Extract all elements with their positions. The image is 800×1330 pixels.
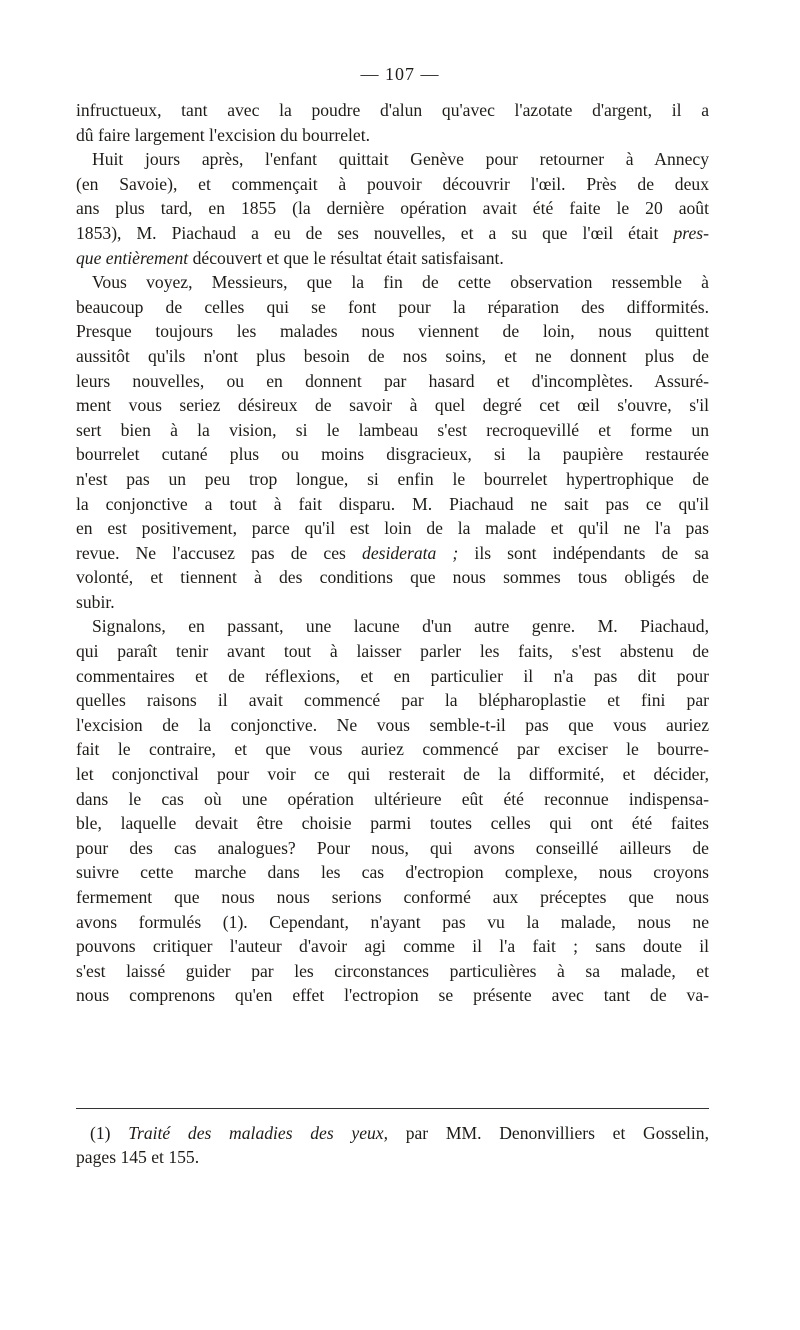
text-line	[76, 492, 709, 517]
line-text: ment vous seriez désireux de savoir à quel degré cet œil s'ouvre, s'il	[76, 395, 709, 416]
line-text: subir.	[76, 591, 115, 612]
line-text: fermement que nous nous serions conformé aux préceptes que nous	[76, 887, 709, 907]
text-line	[76, 614, 709, 639]
text-line	[76, 590, 709, 615]
text-line	[76, 98, 709, 123]
line-text: beaucoup de celles qui se font pour la réparation des difformités.	[76, 296, 709, 317]
text-line	[76, 319, 709, 344]
text-line	[76, 688, 709, 713]
line-text: avons formulés (1). Cependant, n'ayant pas vu la malade, nous ne	[76, 911, 709, 932]
text-line	[76, 565, 709, 590]
line-text: bourrelet cutané plus ou moins disgracieux, si la paupière restaurée	[76, 444, 709, 465]
line-text: dans le cas où une opération ultérieure eût été reconnue indispensa-	[76, 788, 709, 809]
text-line	[76, 787, 709, 812]
line-text-tail: ils sont indépendants de sa	[458, 542, 709, 563]
text-line	[76, 418, 709, 443]
line-text: volonté, et tiennent à des conditions que nous sommes tous obligés de	[76, 567, 709, 588]
line-text: s'est laissé guider par les circonstances particulières à sa malade, et	[76, 960, 709, 981]
line-text: Vous voyez, Messieurs, que la fin de cette observation ressemble à	[92, 272, 709, 293]
footnote	[76, 1121, 709, 1169]
text-line	[76, 393, 709, 418]
footnote-marker: (1)	[90, 1123, 111, 1143]
text-line	[76, 910, 709, 935]
text-line	[76, 172, 709, 197]
line-text: découvert et que le résultat était satisfaisant.	[188, 247, 504, 268]
text-line	[76, 811, 709, 836]
text-line	[76, 123, 709, 148]
line-text: (en Savoie), et commençait à pouvoir découvrir l'œil. Près de deux	[76, 173, 709, 194]
line-text: l'excision de la conjonctive. Ne vous semble-t-il pas que vous auriez	[76, 714, 709, 735]
text-line	[76, 885, 709, 910]
italic-phrase: desiderata ;	[362, 542, 459, 563]
footnote-authors: par MM. Denonvilliers et Gosselin,	[388, 1123, 709, 1143]
text-line	[76, 836, 709, 861]
footnote-line-1	[76, 1121, 709, 1145]
footnote-title: Traité des maladies des yeux,	[128, 1123, 389, 1143]
text-line	[76, 959, 709, 984]
text-line	[76, 369, 709, 394]
line-text: aussitôt qu'ils n'ont plus besoin de nos soins, et ne donnent plus de	[76, 345, 709, 366]
line-text: ans plus tard, en 1855 (la dernière opération avait été faite le 20 août	[76, 198, 709, 219]
line-text: let conjonctival pour voir ce qui resterait de la difformité, et décider,	[76, 764, 709, 785]
line-text: Presque toujours les malades nous viennent de loin, nous quittent	[76, 321, 709, 342]
line-text: n'est pas un peu trop longue, si enfin le bourrelet hypertrophique de	[76, 468, 709, 489]
text-line	[76, 196, 709, 221]
line-text: Huit jours après, l'enfant quittait Genève pour retourner à Annecy	[92, 149, 709, 170]
text-line	[76, 737, 709, 762]
footnote-rule	[76, 1108, 709, 1109]
text-line	[76, 713, 709, 738]
text-line	[76, 295, 709, 320]
line-text: pour des cas analogues? Pour nous, qui avons conseillé ailleurs de	[76, 837, 709, 858]
line-text: nous comprenons qu'en effet l'ectropion se présente avec tant de va-	[76, 985, 709, 1006]
text-line	[76, 541, 709, 566]
page-number: — 107 —	[360, 64, 440, 84]
line-text: qui paraît tenir avant tout à laisser parler les faits, s'est abstenu de	[76, 641, 709, 662]
line-text: 1853), M. Piachaud a eu de ses nouvelles, et a su que l'œil était	[76, 222, 659, 243]
line-text: la conjonctive a tout à fait disparu. M. Piachaud ne sait pas ce qu'il	[76, 493, 709, 514]
text-line	[76, 664, 709, 689]
line-text: dû faire largement l'excision du bourrelet.	[76, 124, 371, 145]
text-line	[76, 221, 709, 246]
line-text: ble, laquelle devait être choisie parmi toutes celles qui ont été faites	[76, 813, 709, 834]
line-text: Signalons, en passant, une lacune d'un autre genre. M. Piachaud,	[92, 616, 709, 637]
footnote-line-2: pages 145 et 155.	[76, 1147, 200, 1167]
text-line	[76, 270, 709, 295]
text-line	[76, 762, 709, 787]
line-text: infructueux, tant avec la poudre d'alun qu'avec l'azotate d'argent, il a	[76, 100, 709, 120]
text-line	[76, 983, 709, 1008]
body-text	[76, 98, 709, 1008]
text-line	[76, 639, 709, 664]
line-text: sert bien à la vision, si le lambeau s'est recroquevillé et forme un	[76, 419, 709, 440]
italic-phrase: que entièrement	[76, 247, 189, 268]
text-line	[76, 246, 709, 271]
text-line	[76, 516, 709, 541]
text-line	[76, 147, 709, 172]
text-line	[76, 860, 709, 885]
line-text: quelles raisons il avait commencé par la blépharoplastie et fini par	[76, 690, 709, 711]
italic-phrase: pres-	[673, 222, 709, 243]
text-line	[76, 442, 709, 467]
line-text: fait le contraire, et que vous auriez commencé par exciser le bourre-	[76, 739, 709, 760]
line-text: revue. Ne l'accusez pas de ces	[76, 542, 363, 563]
line-text: pouvons critiquer l'auteur d'avoir agi comme il l'a fait ; sans doute il	[76, 936, 709, 957]
text-line	[76, 467, 709, 492]
line-text: commentaires et de réflexions, et en particulier il n'a pas dit pour	[76, 665, 709, 686]
line-text: en est positivement, parce qu'il est loin de la malade et qu'il ne l'a pas	[76, 518, 709, 539]
line-text: suivre cette marche dans les cas d'ectropion complexe, nous croyons	[76, 862, 709, 883]
text-line	[76, 934, 709, 959]
text-line	[76, 344, 709, 369]
line-text: leurs nouvelles, ou en donnent par hasard et d'incomplètes. Assuré-	[76, 370, 709, 391]
